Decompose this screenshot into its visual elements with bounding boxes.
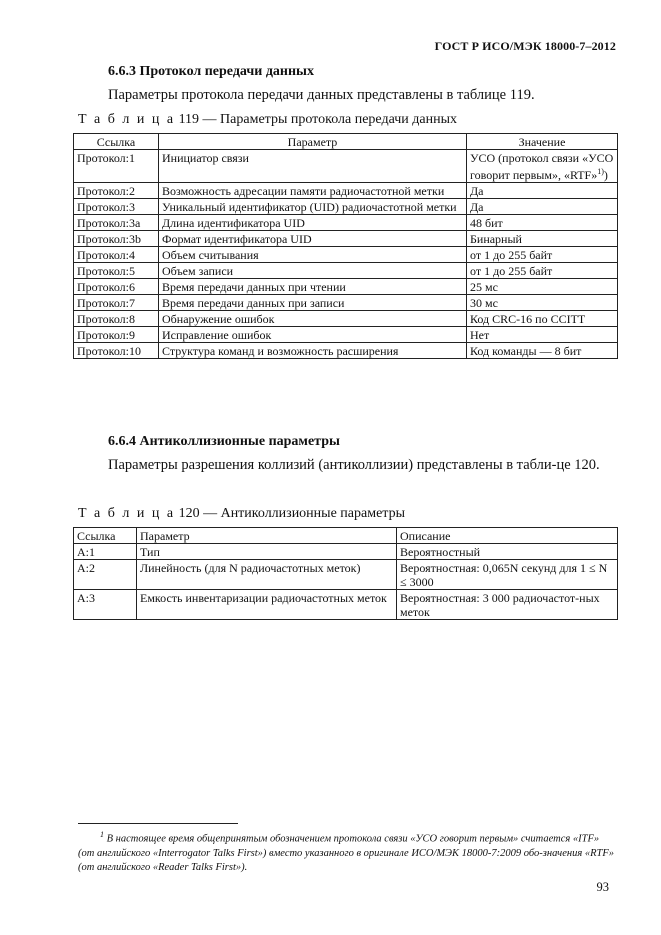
cell-param: Длина идентификатора UID: [159, 215, 467, 231]
table-row: [74, 247, 618, 263]
cell-value: Нет: [467, 327, 618, 343]
cell-value: от 1 до 255 байт: [467, 263, 618, 279]
section-title-6-6-4: 6.6.4 Антиколлизионные параметры: [108, 434, 340, 449]
col-header-param: Параметр: [137, 528, 397, 544]
table-119: [73, 133, 618, 359]
col-header-ref: Ссылка: [74, 134, 159, 150]
col-header-value: Значение: [467, 134, 618, 150]
table-row: [74, 560, 618, 590]
table-row: [74, 327, 618, 343]
col-header-description: Описание: [397, 528, 618, 544]
table-row: [74, 343, 618, 359]
col-header-ref: Ссылка: [74, 528, 137, 544]
cell-ref: Протокол:10: [74, 343, 159, 359]
cell-ref: Протокол:2: [74, 183, 159, 199]
cell-value: 30 мс: [467, 295, 618, 311]
cell-ref: А:2: [74, 560, 137, 590]
page-number: 93: [596, 880, 609, 894]
cell-param: Время передачи данных при записи: [159, 295, 467, 311]
cell-description: Вероятностная: 0,065N секунд для 1 ≤ N ≤ 3000: [397, 560, 618, 590]
footnote: [78, 828, 618, 875]
cell-ref: Протокол:6: [74, 279, 159, 295]
cell-value: 48 бит: [467, 215, 618, 231]
footnote-ref: 1): [597, 167, 604, 176]
cell-ref: Протокол:3b: [74, 231, 159, 247]
section-title-6-6-3: 6.6.3 Протокол передачи данных: [108, 64, 314, 79]
cell-value: Бинарный: [467, 231, 618, 247]
table-row: [74, 215, 618, 231]
cell-param: Время передачи данных при чтении: [159, 279, 467, 295]
cell-description: Вероятностный: [397, 544, 618, 560]
cell-value: Код команды — 8 бит: [467, 343, 618, 359]
cell-param: Уникальный идентификатор (UID) радиочастотной метки: [159, 199, 467, 215]
table-row: [74, 199, 618, 215]
cell-value: Да: [467, 183, 618, 199]
cell-ref: Протокол:8: [74, 311, 159, 327]
cell-param: Линейность (для N радиочастотных меток): [137, 560, 397, 590]
cell-param: Емкость инвентаризации радиочастотных меток: [137, 590, 397, 620]
cell-param: Объем считывания: [159, 247, 467, 263]
cell-value-text: УСО (протокол связи «УСО говорит первым», «RTF»: [470, 151, 614, 182]
caption-prefix: Т а б л и ц а: [78, 112, 176, 127]
cell-param: Структура команд и возможность расширения: [159, 343, 467, 359]
cell-ref: Протокол:5: [74, 263, 159, 279]
section-intro-6-6-4: Параметры разрешения коллизий (антиколлизии) представлены в табли-це 120.: [108, 457, 600, 473]
cell-ref: А:3: [74, 590, 137, 620]
caption-text: 120 — Антиколлизионные параметры: [178, 506, 405, 521]
document-header: ГОСТ Р ИСО/МЭК 18000-7–2012: [434, 39, 616, 53]
cell-param: Тип: [137, 544, 397, 560]
cell-description: Вероятностная: 3 000 радиочастот-ных меток: [397, 590, 618, 620]
section-intro-6-6-3: Параметры протокола передачи данных представлены в таблице 119.: [108, 87, 535, 103]
cell-value-close: ): [603, 168, 608, 182]
cell-ref: Протокол:7: [74, 295, 159, 311]
table-120-clip: [73, 527, 619, 622]
cell-param: Формат идентификатора UID: [159, 231, 467, 247]
table-row: [74, 295, 618, 311]
footnote-separator: [78, 823, 238, 824]
cell-value: Код CRC-16 по CCITT: [467, 311, 618, 327]
caption-prefix: Т а б л и ц а: [78, 506, 176, 521]
table-caption-119: [78, 112, 457, 128]
table-header-row: [74, 528, 618, 544]
cell-ref: Протокол:9: [74, 327, 159, 343]
col-header-param: Параметр: [159, 134, 467, 150]
cell-ref: Протокол:4: [74, 247, 159, 263]
cell-value: от 1 до 255 байт: [467, 247, 618, 263]
cell-param: Обнаружение ошибок: [159, 311, 467, 327]
table-row: [74, 590, 618, 620]
cell-param: Объем записи: [159, 263, 467, 279]
cell-value: [467, 150, 618, 183]
cell-param: Возможность адресации памяти радиочастотной метки: [159, 183, 467, 199]
table-caption-120: [78, 506, 405, 522]
cell-param: Исправление ошибок: [159, 327, 467, 343]
cell-param: Инициатор связи: [159, 150, 467, 183]
table-row: [74, 544, 618, 560]
cell-value: Да: [467, 199, 618, 215]
cell-ref: Протокол:1: [74, 150, 159, 183]
cell-ref: Протокол:3а: [74, 215, 159, 231]
table-row: [74, 279, 618, 295]
table-header-row: [74, 134, 618, 150]
table-120: [73, 527, 618, 620]
cell-ref: А:1: [74, 544, 137, 560]
cell-value: 25 мс: [467, 279, 618, 295]
table-row: [74, 231, 618, 247]
table-row: [74, 263, 618, 279]
table-row: [74, 183, 618, 199]
footnote-text: В настоящее время общепринятым обозначением протокола связи «УСО говорит первым» считается «ITF» (от английского «Interrogator Talks First») вместо указанного в оригинале ИСО/МЭК 18000-7:2009 обо-значения «RTF» (от английского «Reader Talks First»).: [78, 833, 614, 873]
table-row: [74, 311, 618, 327]
cell-ref: Протокол:3: [74, 199, 159, 215]
footnote-mark: 1: [100, 830, 104, 839]
table-row: [74, 150, 618, 183]
caption-text: 119 — Параметры протокола передачи данных: [178, 112, 457, 127]
